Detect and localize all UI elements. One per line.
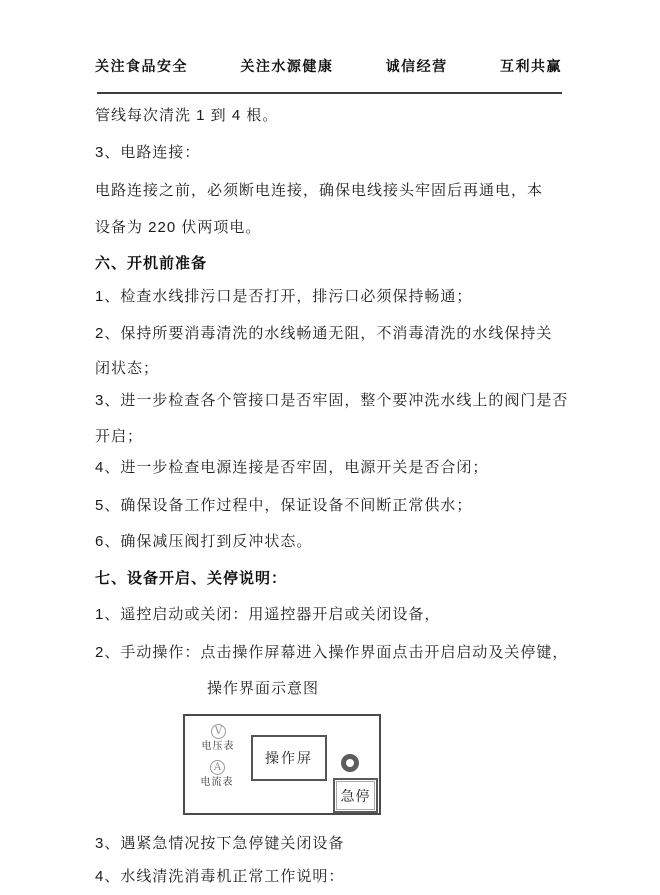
body-line: 1、遥控启动或关闭：用遥控器开启或关闭设备， — [95, 606, 441, 623]
header-slogans — [95, 56, 562, 76]
body-line: 电路连接之前，必须断电连接，确保电线接头牢固后再通电，本 — [95, 182, 544, 199]
body-line: 2、手动操作：点击操作屏幕进入操作界面点击开启启动及关停键， — [95, 644, 569, 661]
section-heading-seven: 七、设备开启、关停说明： — [95, 570, 288, 587]
body-line: 4、进一步检查电源连接是否牢固，电源开关是否合闭； — [95, 459, 489, 476]
body-line: 4、水线清洗消毒机正常工作说明： — [95, 868, 345, 885]
diagram-caption: 操作界面示意图 — [207, 680, 320, 697]
emergency-stop-box: 急停 — [333, 778, 378, 813]
body-line: 管线每次清洗 1 到 4 根。 — [95, 107, 279, 124]
operation-screen-box: 操作屏 — [251, 735, 327, 781]
body-line: 开启； — [95, 428, 144, 445]
section-heading-six: 六、开机前准备 — [95, 255, 208, 272]
indicator-knob-icon — [341, 754, 359, 772]
body-line: 2、保持所要消毒清洗的水线畅通无阻，不消毒清洗的水线保持关 — [95, 325, 553, 342]
ammeter-icon: A — [210, 760, 225, 775]
slogan-honest-business: 诚信经营 — [385, 58, 448, 74]
slogan-mutual-benefit: 互利共赢 — [499, 58, 562, 74]
operation-panel-diagram — [183, 714, 381, 815]
body-line: 闭状态； — [95, 360, 160, 377]
body-line: 1、检查水线排污口是否打开，排污口必须保持畅通； — [95, 288, 473, 305]
slogan-water-health: 关注水源健康 — [240, 58, 334, 74]
body-line: 设备为 220 伏两项电。 — [95, 219, 262, 236]
body-line: 5、确保设备工作过程中，保证设备不间断正常供水； — [95, 497, 473, 514]
body-line: 3、进一步检查各个管接口是否牢固，整个要冲洗水线上的阀门是否 — [95, 392, 569, 409]
body-line: 6、确保减压阀打到反冲状态。 — [95, 533, 313, 550]
slogan-food-safety: 关注食品安全 — [95, 58, 188, 74]
ammeter-label: 电流表 — [200, 777, 234, 788]
voltmeter-label: 电压表 — [201, 741, 235, 752]
header-divider — [97, 92, 562, 94]
voltmeter-icon: V — [211, 724, 226, 739]
body-line: 3、电路连接： — [95, 144, 201, 161]
body-line: 3、遇紧急情况按下急停键关闭设备 — [95, 835, 345, 852]
